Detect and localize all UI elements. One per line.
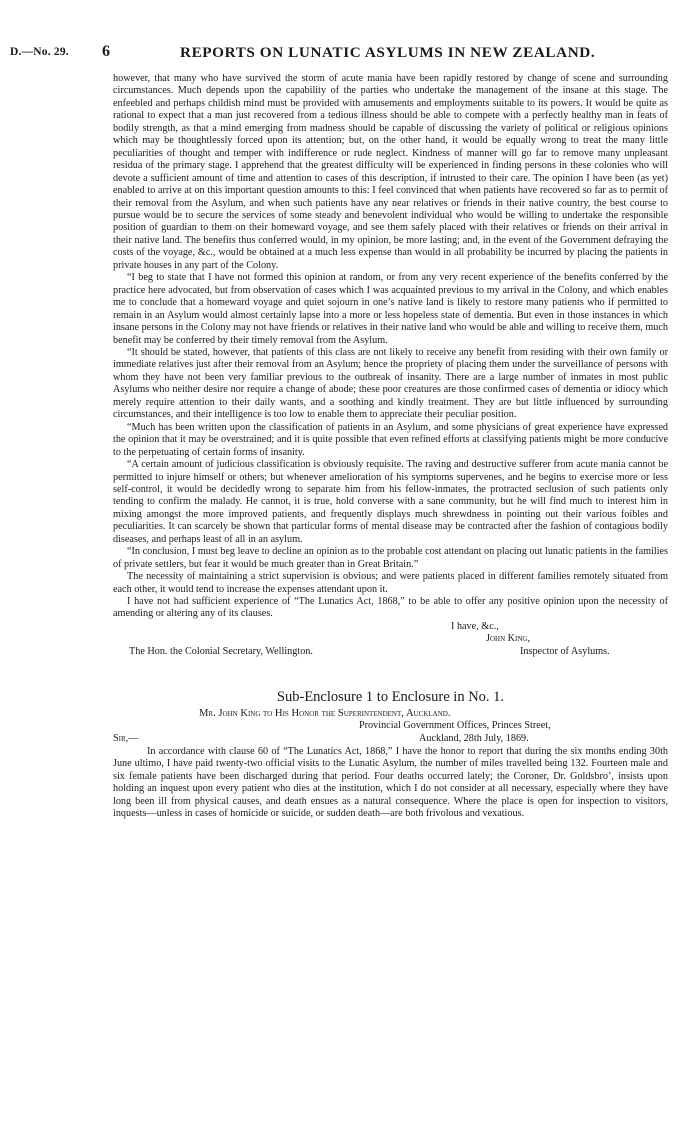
paragraph-5: “A certain amount of judicious classification is obviously requisite. The raving and destructive sufferer from acute mania cannot be permitted to injure himself or others; but whenever amelioration of his symptoms supervenes, and he begins to exercise more or less self-control, it would be decidedly wrong to separate him from his fellow-inmates, the protracted seclusion of such patients only tending to confirm the malady. He cannot, it is true, hold converse with a sane community, but he will find much to interest him in mixing amongst the more improved patients, and frequently displays much shrewdness in pointing out their various foibles and peculiarities. It can scarcely be shown that particular forms of mental disease may be contracted after the fashion of contagious bodily diseases, and perhaps least of all in an asylum. bbox=[113, 459, 668, 545]
report-body bbox=[113, 73, 668, 820]
letter-from-line: Mr. John King to His Honor the Superintendent, Auckland. bbox=[199, 707, 451, 719]
signature-footer bbox=[113, 646, 668, 659]
document-code: D.—No. 29. bbox=[10, 46, 69, 58]
running-title: REPORTS ON LUNATIC ASYLUMS IN NEW ZEALAND. bbox=[180, 44, 596, 61]
salutation-and-date bbox=[113, 733, 668, 746]
paragraph-3: “It should be stated, however, that patients of this class are not likely to receive any benefit from residing with their own family or immediate relatives just after their removal from an Asylum; hence the propriety of placing them under the surveillance of persons with whom they have not been very familiar previous to the outbreak of insanity. There are a large number of inmates in most public Asylums who neither desire nor require a change of abode; these poor creatures are those confirmed cases of dementia or idiocy which merely require attention to their daily wants, and a soothing and kindly treatment. They are but little influenced by surrounding circumstances, and their intelligence is too low to enable them to appreciate their peculiar position. bbox=[113, 346, 668, 421]
paragraph-2: “I beg to state that I have not formed this opinion at random, or from any very recent experience of the benefits conferred by the practice here advocated, but from observation of cases which I was acquainted previous to my arrival in the Colony, and which enables me to conclude that a homeward voyage and quiet sojourn in one’s native land is likely to restore many patients who if permitted to remain in an Asylum would almost certainly lapse into a more or less hopeless state of dementia. But even in those instances in which insane persons in the Colony may not have friends or relatives in their native land who would be able and willing to receive them, much benefit may be conferred by their timely removal from the Asylum. bbox=[113, 272, 668, 346]
addressee: The Hon. the Colonial Secretary, Wellington. bbox=[129, 645, 313, 657]
signatory-name: John King, bbox=[486, 633, 531, 645]
page-header bbox=[10, 43, 680, 65]
closing-line: I have, &c., bbox=[451, 620, 499, 632]
letter-paragraph-1: In accordance with clause 60 of “The Lunatics Act, 1868,” I have the honor to report that during the six months ending 30th June ultimo, I have paid twenty-two official visits to the Lunatic Asylum, the number of miles travelled being 132. Fourteen male and six female patients have been discharged during that period. Four deaths occurred lately; the Coroner, Dr. Goldsbro’, insists upon holding an inquest upon every patient who dies at the institution, which I do not consider at all necessary, especially where they have long been ill from physical causes, and death ensues as a natural consequence. Where the place is open for inspection to visitors, inquests—unless in cases of homicide or suicide, or sudden death—are both frivolous and vexatious. bbox=[113, 745, 668, 820]
paragraph-7: The necessity of maintaining a strict supervision is obvious; and were patients placed in different families remotely situated from each other, it would tend to increase the expenses attendant upon it. bbox=[113, 571, 668, 595]
address-line-1: Provincial Government Offices, Princes Street, bbox=[359, 720, 551, 732]
paragraph-1: however, that many who have survived the storm of acute mania have been rapidly restored by change of scene and surrounding circumstances. Much depends upon the capability of the parties who undertake the management of the insane at this stage. The enfeebled and perhaps childish mind must be provided with amusements and employments suitable to its powers. It would be quite as rational to expect that a man just recovered from a tedious illness should be able to compete with a perfectly healthy man in feats of bodily strength, as that a mind emerging from madness should be capable of discussing the variety of political or religious opinions which may be thoughtlessly forced upon its attention; but, on the other hand, it would be equally wrong to treat the many little peculiarities of thought and temper with indifference or rude neglect. Kindness of manner will go far to remove many unpleasant residua of the primary stage. I apprehend that the greatest difficulty will be experienced in finding persons in these colonies who will devote a sufficient amount of time and attention to cases of this description, if intrusted to their care. The opinion I have been (as yet) enabled to arrive at on this important question amounts to this: I feel convinced that when patients have recovered so far as to permit of their removal from the Asylum, and when such patients have any near relatives or friends in their native country, the best course to pursue would be to secure the services of some steady and benevolent individual who would be willing to undertake the responsible position of guardian to them on their homeward voyage, and see them safely placed with their relatives or friends on their arrival in their native land. The benefits thus conferred would, in my opinion, be more lasting; and, in the event of the Government defraying the costs of the voyage, &c., would be obtained at a much less expense than would in all probability be incurred by placing the patients in private houses in any part of the Colony. bbox=[113, 73, 668, 271]
address-line-2: Auckland, 28th July, 1869. bbox=[419, 732, 529, 744]
paragraph-6: “In conclusion, I must beg leave to decline an opinion as to the probable cost attendant on placing out lunatic patients in the families of private settlers, but fear it would be much greater than in Great Britain.” bbox=[113, 546, 668, 570]
salutation: Sir,— bbox=[113, 732, 139, 744]
sub-enclosure-heading: Sub-Enclosure 1 to Enclosure in No. 1. bbox=[276, 688, 505, 705]
signatory-title: Inspector of Asylums. bbox=[520, 645, 610, 657]
paragraph-4: “Much has been written upon the classification of patients in an Asylum, and some physicians of great experience have expressed the opinion that it may be overstrained; and it is quite possible that even refined efforts at classifying patients might be more conducive to the perpetuating of certain forms of insanity. bbox=[113, 421, 668, 458]
paragraph-8: I have not had sufficient experience of “The Lunatics Act, 1868,” to be able to offer any positive opinion upon the necessity of amending or altering any of its clauses. bbox=[113, 596, 668, 620]
page-number: 6 bbox=[102, 43, 110, 60]
